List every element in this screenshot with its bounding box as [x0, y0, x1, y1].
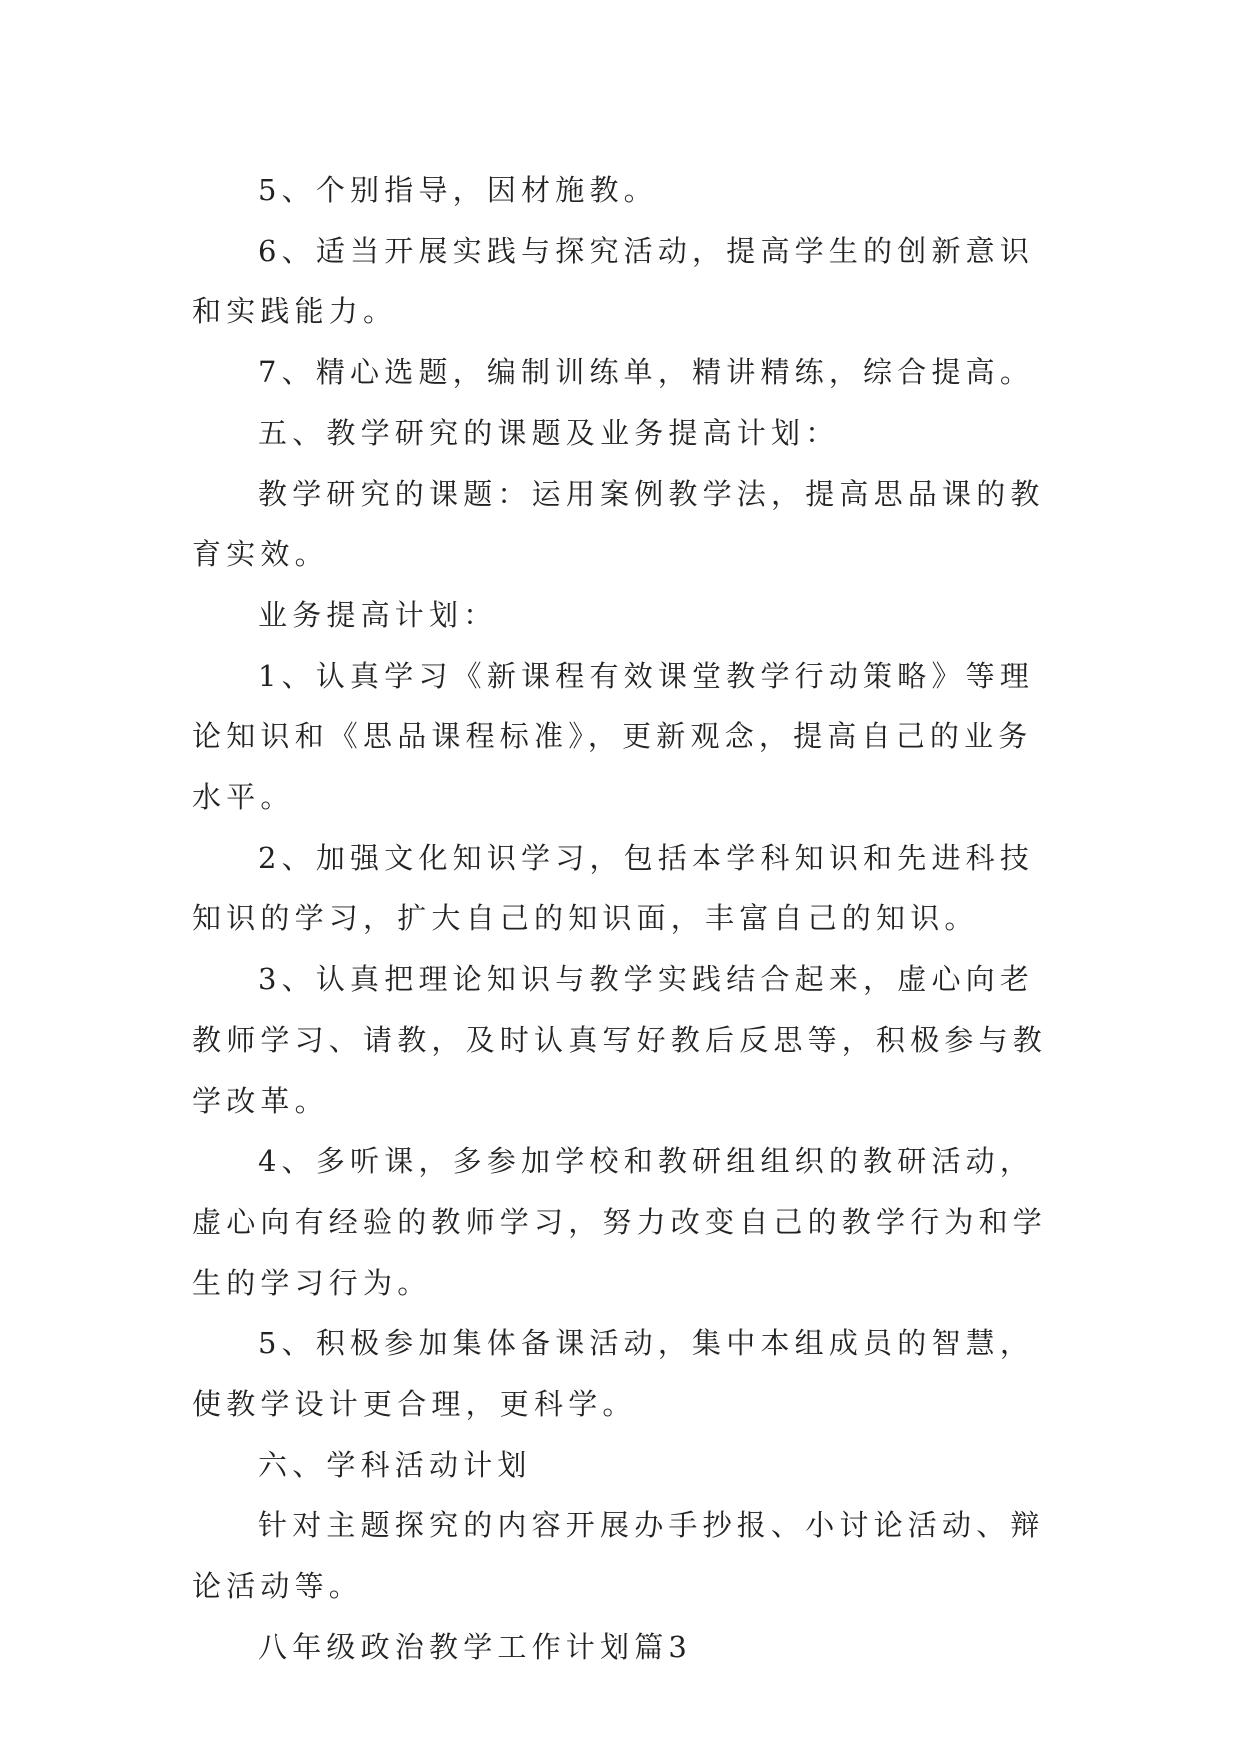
article-title: 八年级政治教学工作计划篇3	[258, 1629, 693, 1664]
paragraph: 6、适当开展实践与探究活动，提高学生的创新意识和实践能力。	[192, 233, 1035, 329]
paragraph: 4、多听课，多参加学校和教研组组织的教研活动，虚心向有经验的教师学习，努力改变自己的教学行为和学生的学习行为。	[192, 1144, 1048, 1300]
document-body	[192, 160, 1062, 1678]
subsection-heading: 业务提高计划：	[258, 597, 498, 632]
paragraph: 5、积极参加集体备课活动，集中本组成员的智慧，使教学设计更合理，更科学。	[192, 1326, 1035, 1422]
section-heading: 五、教学研究的课题及业务提高计划：	[258, 415, 840, 450]
paragraph: 5、个别指导，因材施教。	[258, 173, 658, 207]
paragraph: 1、认真学习《新课程有效课堂教学行动策略》等理论知识和《思品课程标准》，更新观念，提高自己的业务水平。	[192, 658, 1035, 815]
paragraph: 3、认真把理论知识与教学实践结合起来，虚心向老教师学习、请教，及时认真写好教后反思等，积极参与教学改革。	[192, 962, 1048, 1118]
paragraph: 教学研究的课题：运用案例教学法，提高思品课的教育实效。	[192, 476, 1045, 572]
paragraph: 针对主题探究的内容开展办手抄报、小讨论活动、辩论活动等。	[192, 1508, 1045, 1604]
paragraph: 2、加强文化知识学习，包括本学科知识和先进科技知识的学习，扩大自己的知识面，丰富自己的知识。	[192, 840, 1035, 936]
paragraph: 7、精心选题，编制训练单，精讲精练，综合提高。	[258, 355, 1035, 390]
section-heading: 六、学科活动计划	[258, 1447, 532, 1482]
